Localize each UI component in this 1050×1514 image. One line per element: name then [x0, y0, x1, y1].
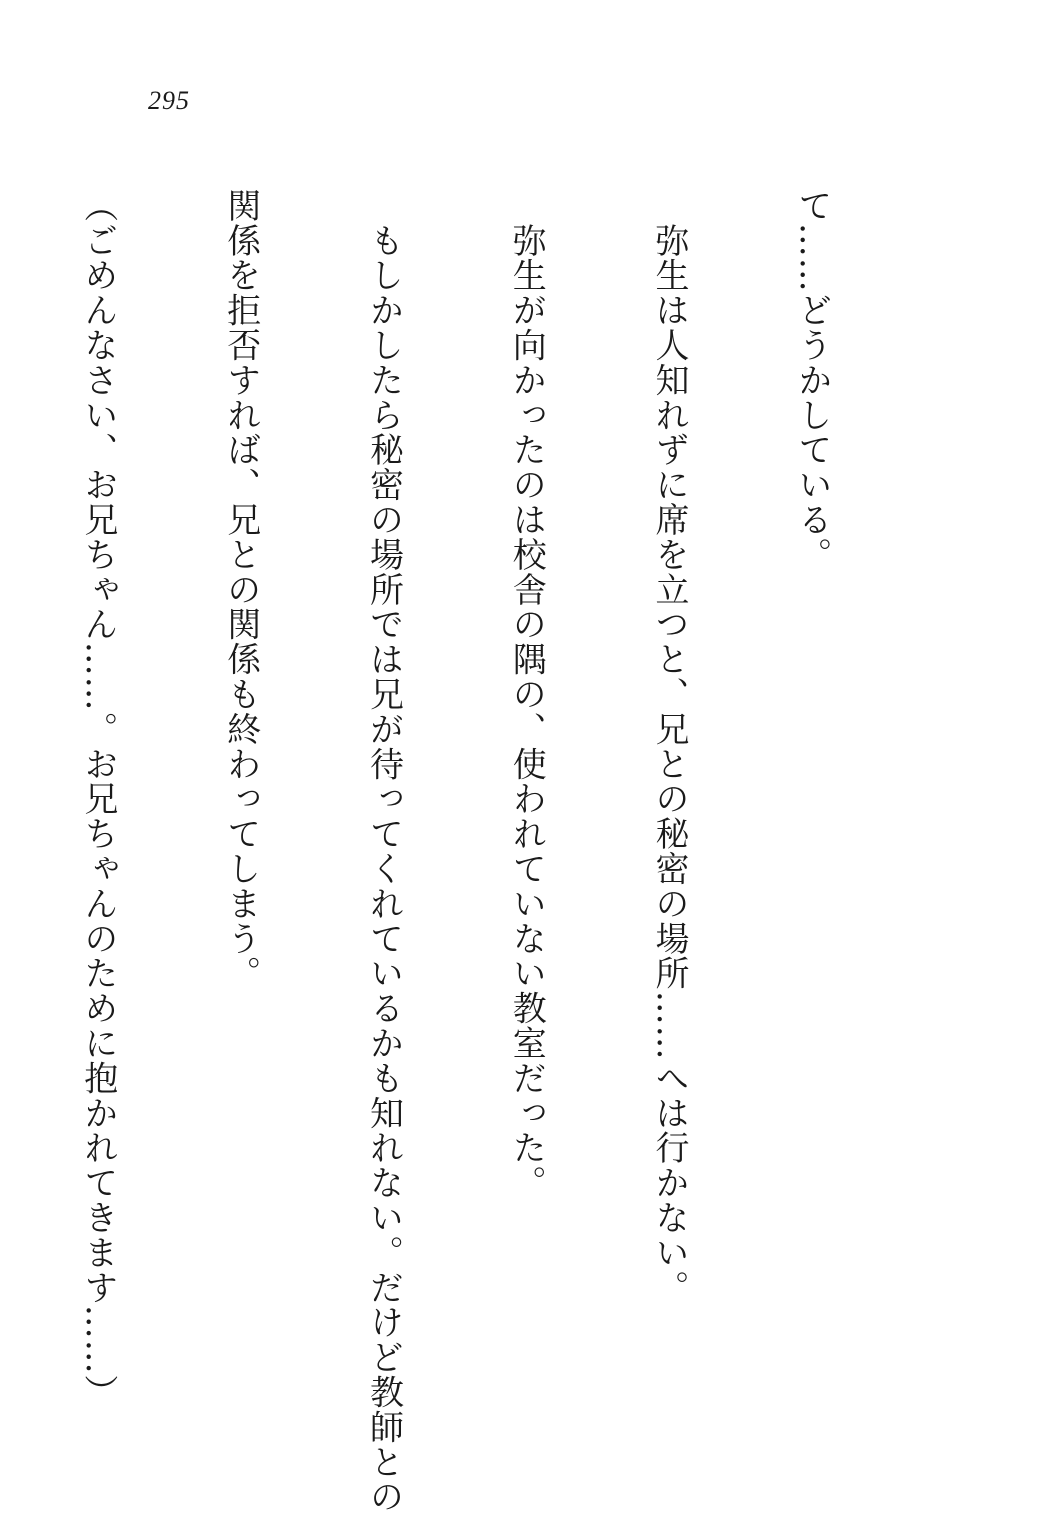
text-line: 弥生は人知れずに席を立つと、兄との秘密の場所……へは行かない。: [649, 188, 690, 1305]
text-line: て……どうかしている。: [791, 188, 832, 572]
text-line: 関係を拒否すれば、兄との関係も終わってしまう。: [220, 188, 261, 991]
vertical-text-body: [77, 188, 930, 1514]
text-line: （ごめんなさい、お兄ちゃん……。お兄ちゃんのために抱かれてきます……）: [77, 188, 118, 1410]
text-line: 弥生が向かったのは校舎の隅の、使われていない教室だった。: [506, 188, 547, 1201]
page-number: 295: [148, 86, 190, 115]
text-line: もしかしたら秘密の場所では兄が待ってくれているかも知れない。だけど教師との: [363, 188, 404, 1514]
